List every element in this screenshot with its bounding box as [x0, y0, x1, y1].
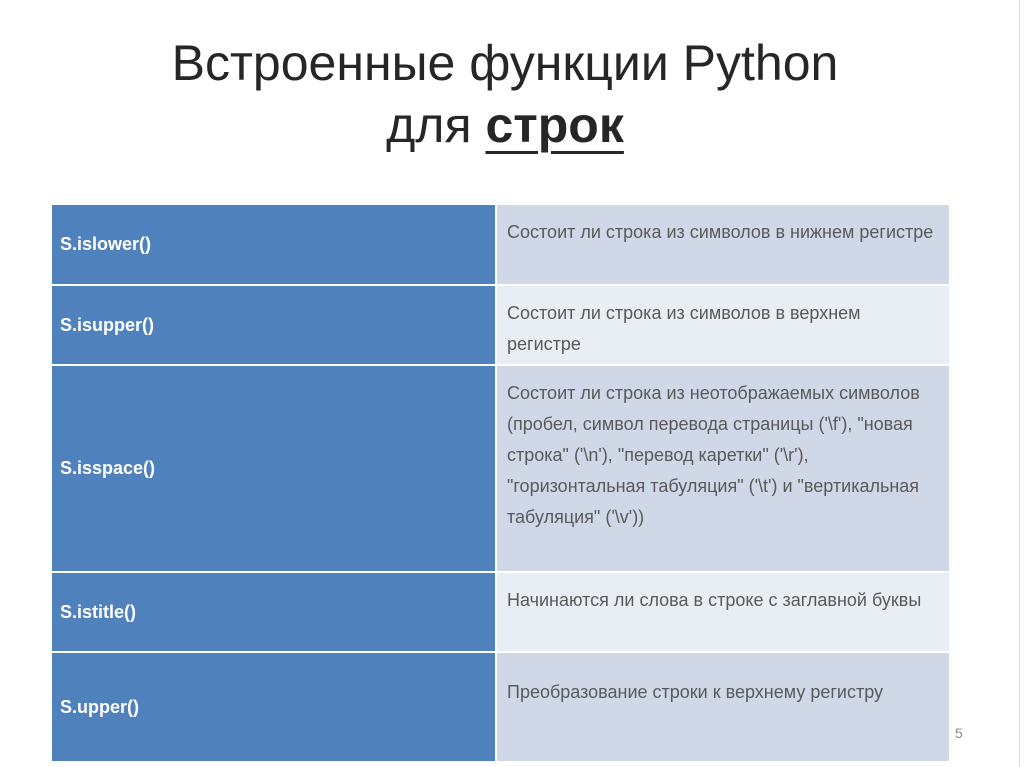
function-name-cell: S.istitle() [52, 573, 497, 653]
description-cell: Состоит ли строка из символов в верхнем регистре [497, 286, 949, 366]
functions-table [52, 205, 949, 763]
title-emphasis: строк [485, 97, 624, 153]
function-name-cell: S.islower() [52, 205, 497, 286]
title-prefix: для [386, 97, 486, 153]
description-cell: Состоит ли строка из неотображаемых символов (пробел, символ перевода страницы ('\f'), "новая строка" ('\n'), "перевод каретки" ('\r'), "горизонтальная табуляция" ('\t') и "вертикальная табуляция" ('\v')) [497, 366, 949, 573]
slide-edge-rule [1019, 0, 1020, 767]
slide-number: 5 [955, 725, 963, 741]
table-row [52, 573, 949, 653]
table-row [52, 366, 949, 573]
description-cell: Преобразование строки к верхнему регистру [497, 653, 949, 763]
slide-title [0, 32, 1010, 156]
title-line-1: Встроенные функции Python [171, 35, 839, 91]
function-name-cell: S.isspace() [52, 366, 497, 573]
table-row [52, 286, 949, 366]
table-row [52, 205, 949, 286]
description-cell: Начинаются ли слова в строке с заглавной буквы [497, 573, 949, 653]
function-name-cell: S.upper() [52, 653, 497, 763]
function-name-cell: S.isupper() [52, 286, 497, 366]
title-line-2 [0, 94, 1010, 156]
description-cell: Состоит ли строка из символов в нижнем регистре [497, 205, 949, 286]
table-row [52, 653, 949, 763]
